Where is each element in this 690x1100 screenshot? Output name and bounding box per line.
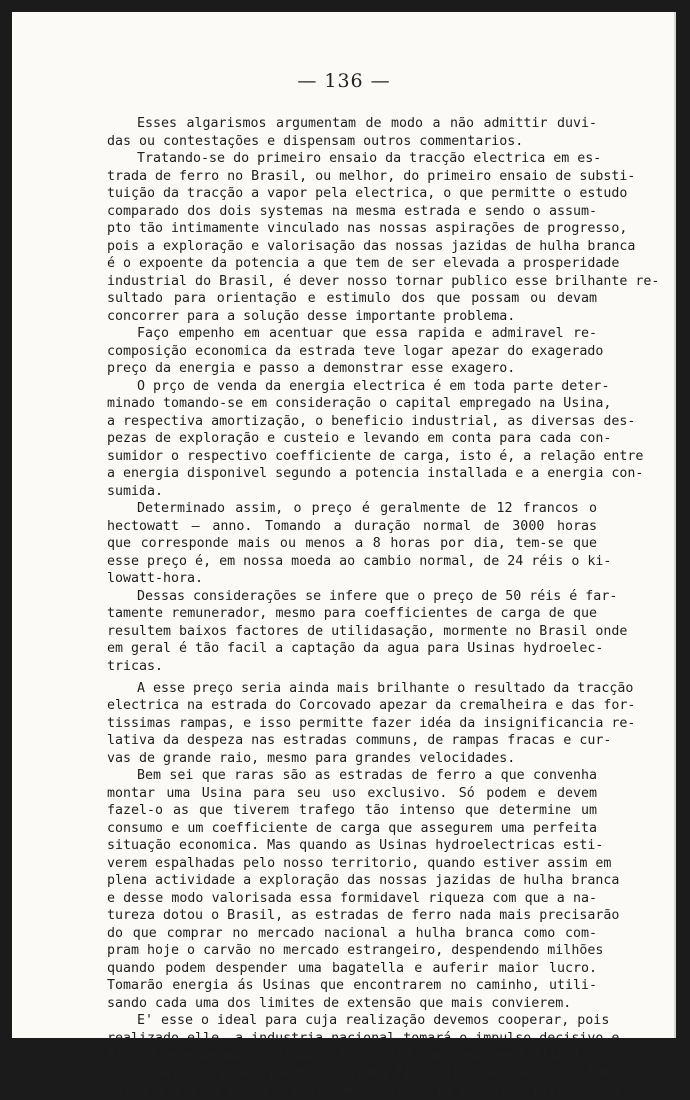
text-line: pois a exploração e valorisação das nossas jazidas de hulha branca xyxy=(107,238,636,254)
book-page xyxy=(12,12,676,1099)
text-line: a energia disponivel segundo a potencia installada e a energia con- xyxy=(107,466,644,482)
text-line: verem espalhadas pelo nosso territorio, quando estiver assim em xyxy=(107,855,612,871)
text-line: em geral é tão facil a captação da agua para Usinas hydroelec- xyxy=(107,641,604,657)
text-line: pto tão intimamente vinculado nas nossas aspirações de progresso, xyxy=(107,221,628,237)
text-line: hectowatt — anno. Tomando a duração normal de 3000 horas xyxy=(107,518,597,534)
text-line: esse preço é, em nossa moeda ao cambio normal, de 24 réis o ki- xyxy=(107,553,612,569)
text-line: Faço empenho em acentuar que essa rapida e admiravel re- xyxy=(137,326,597,342)
text-line: plena actividade a exploração das nossas jazidas de hulha branca xyxy=(107,873,620,889)
text-line: quando podem despender uma bagatella e auferir maior lucro. xyxy=(107,960,597,976)
text-line: tuição da tracção a vapor pela electrica, o que permitte o estudo xyxy=(107,186,628,202)
text-line: e desse modo valorisada essa formidavel riqueza com que a na- xyxy=(107,890,597,906)
text-line: sumidor o respectivo coefficiente de carga, isto é, a relação entre xyxy=(107,448,644,464)
text-line: Esses algarismos argumentam de modo a não admittir duvi- xyxy=(137,116,597,131)
text-line: comparado dos dois systemas na mesma estrada e sendo o assum- xyxy=(107,203,597,219)
text-line: sultado para orientação e estimulo dos que possam ou devam xyxy=(107,291,597,307)
text-line: lativa da despeza nas estradas communs, de rampas fracas e cur- xyxy=(107,733,612,749)
text-line: sumida. xyxy=(107,483,164,499)
text-line: realizado elle, a industria nacional tomará o impulso decisivo e xyxy=(107,1030,620,1046)
text-line: electrica na estrada do Corcovado apezar da cremalheira e das for- xyxy=(107,698,636,714)
text-line: industrial do Brasil, é dever nosso tornar publico esse brilhante re- xyxy=(107,273,660,289)
text-line: tissimas rampas, e isso permitte fazer idéa da insignificancia re- xyxy=(107,715,636,731)
text-line: que corresponde mais ou menos a 8 horas por dia, tem-se que xyxy=(107,536,597,552)
text-line: Tratando-se do primeiro ensaio da tracção electrica em es- xyxy=(137,151,602,167)
text-line: ficará assegurada a situação economica que resolverá afinal o xyxy=(107,1048,597,1064)
text-line: sando cada uma dos limites de extensão que mais convierem. xyxy=(107,995,572,1011)
text-line: vas de grande raio, mesmo para grandes velocidades. xyxy=(107,750,516,766)
text-line: resultem baixos factores de utilidasação, mormente no Brasil onde xyxy=(107,623,628,639)
body-text xyxy=(107,115,660,1100)
text-line: minado tomando-se em consideração o capital empregado na Usina, xyxy=(107,396,612,412)
text-line: cuidado quando vem a crise, com providencia transitorias, quando xyxy=(107,1083,620,1099)
text-line: a respectiva amortização, o beneficio industrial, as diversas des- xyxy=(107,413,636,429)
text-line: pezas de exploração e custeio e levando em conta para cada con- xyxy=(107,431,612,447)
text-line: é o expoente da potencia a que tem de ser elevada a prosperidade xyxy=(107,256,620,272)
text-line: Dessas considerações se infere que o preço de 50 réis é far- xyxy=(137,588,618,604)
text-line: tricas. xyxy=(107,658,164,674)
text-line: preço da energia e passo a demonstrar esse exagero. xyxy=(107,361,516,377)
text-line: do que comprar no mercado nacional a hulha branca como com- xyxy=(107,925,597,941)
text-line: Tomarão energia ás Usinas que encontrarem no caminho, utili- xyxy=(107,978,597,994)
text-line: O prço de venda da energia electrica é em toda parte deter- xyxy=(137,378,610,394)
text-line: trada de ferro no Brasil, ou melhor, do primeiro ensaio de substi- xyxy=(107,168,636,184)
text-line: situação economica. Mas quando as Usinas hydroelectricas esti- xyxy=(107,838,604,854)
text-line: concorrer para a solução desse importante problema. xyxy=(107,308,516,324)
text-line: tureza dotou o Brasil, as estradas de ferro nada mais precisarão xyxy=(107,908,620,924)
text-line: das ou contestações e dispensam outros commentarios. xyxy=(107,133,524,149)
text-line: consumo e um coefficiente de carga que assegurem uma perfeita xyxy=(107,820,597,836)
text-line: montar uma Usina para seu uso exclusivo. Só podem e devem xyxy=(107,785,597,801)
text-line: Bem sei que raras são as estradas de ferro a que convenha xyxy=(137,768,597,784)
text-line: A esse preço seria ainda mais brilhante o resultado da tracção xyxy=(137,680,634,696)
text-line: E' esse o ideal para cuja realização devemos cooperar, pois xyxy=(137,1013,610,1029)
text-line: pram hoje o carvão no mercado estrangeiro, despendendo milhões xyxy=(107,943,604,959)
text-line: fazel-o as que tiverem trafego tão intenso que determine um xyxy=(107,803,597,819)
text-line: lowatt-hora. xyxy=(107,571,204,587)
text-line: composição economica da estrada teve logar apezar do exagerado xyxy=(107,343,604,359)
text-line: tamente remunerador, mesmo para coefficientes de carga de que xyxy=(107,606,597,622)
page-number: — 136 — xyxy=(297,70,391,92)
text-line: nosso velho e impertinente problema financeiro de que só se tem xyxy=(107,1065,612,1081)
text-line: Determinado assim, o preço é geralmente de 12 francos o xyxy=(137,501,597,517)
